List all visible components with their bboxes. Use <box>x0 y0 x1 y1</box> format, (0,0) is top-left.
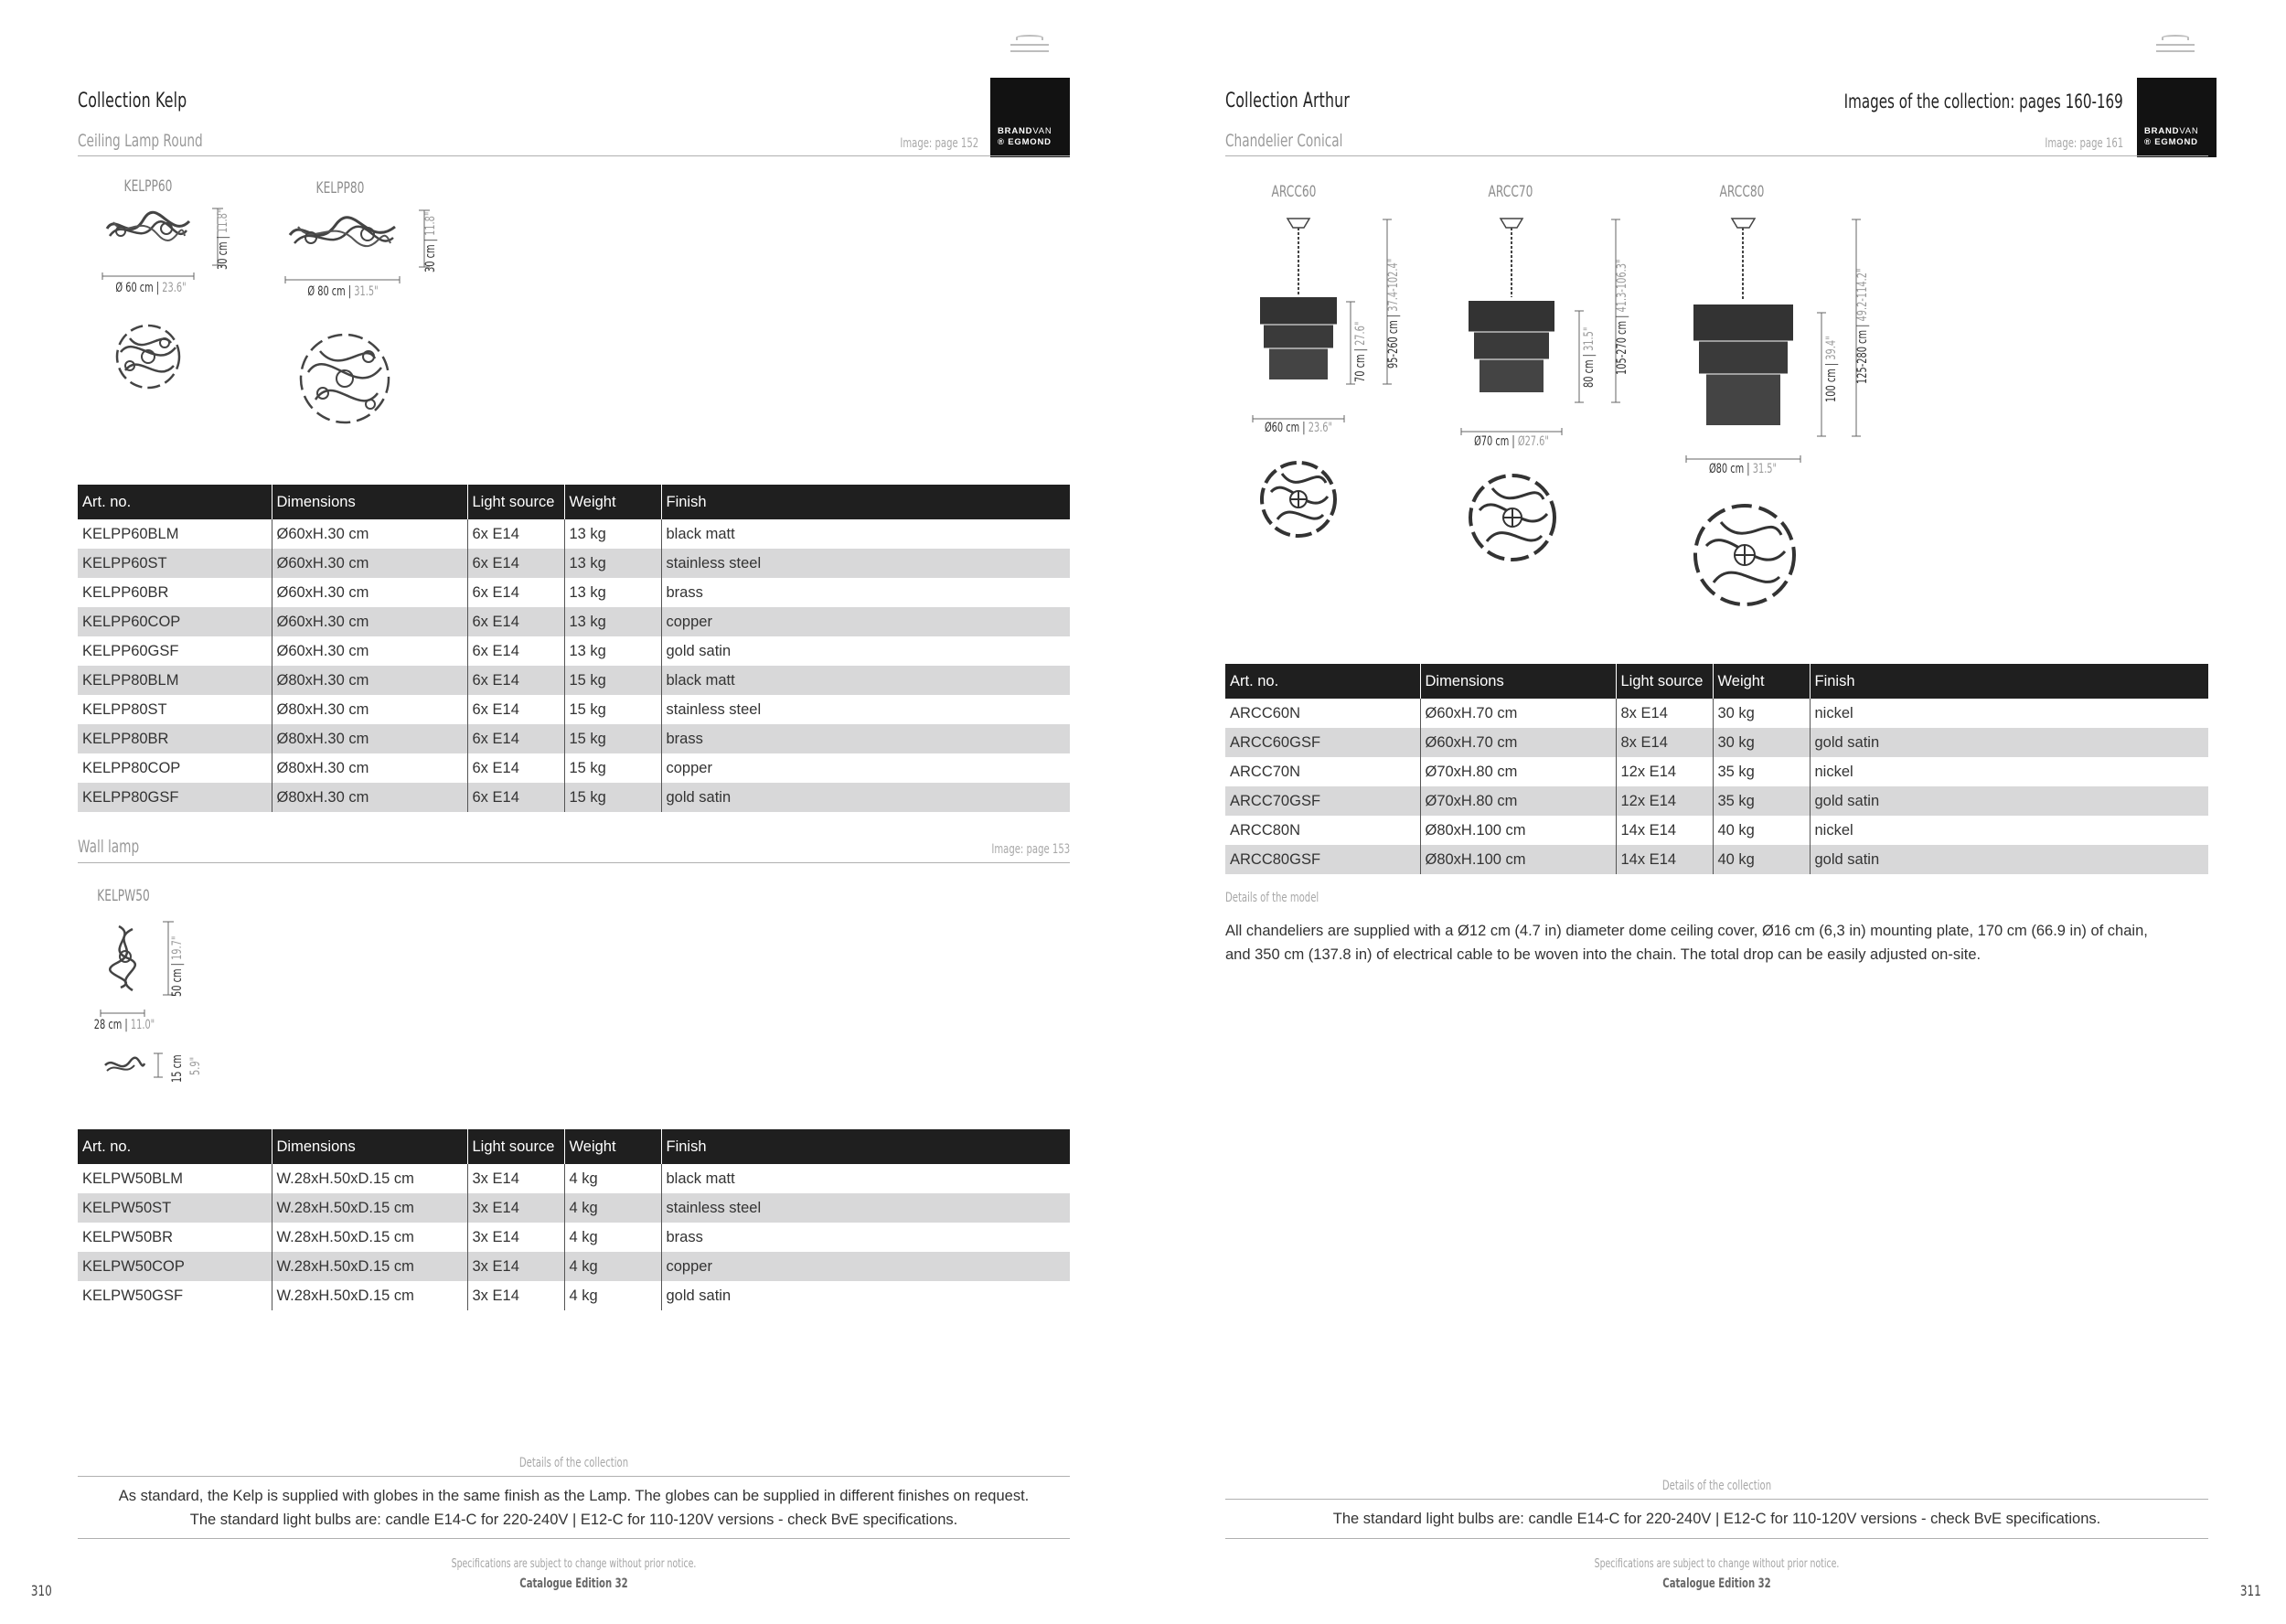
table-cell: 13 kg <box>564 578 661 607</box>
table-cell: Ø80xH.100 cm <box>1420 816 1616 845</box>
table-cell: 15 kg <box>564 724 661 753</box>
table-cell: 14x E14 <box>1616 845 1713 874</box>
table-row <box>78 724 1070 753</box>
table-cell: 40 kg <box>1713 816 1810 845</box>
table-cell: W.28xH.50xD.15 cm <box>272 1164 467 1193</box>
height-label: 80 cm | 31.5" <box>1582 326 1597 388</box>
table-cell: gold satin <box>661 1281 1070 1310</box>
table-cell: 14x E14 <box>1616 816 1713 845</box>
brand-logo: BRANDVAN ® EGMOND <box>990 78 1070 157</box>
drop-label: 95-260 cm | 37.4-102.4" <box>1386 258 1401 369</box>
table-row <box>1225 786 2208 816</box>
table-row <box>78 666 1070 695</box>
drop-label: 105-270 cm | 41.3-106.3" <box>1615 259 1629 375</box>
arthur-chandelier-60 <box>1253 217 1344 395</box>
details-line: and 350 cm (137.8 in) of electrical cable to be woven into the chain. The total drop can be easily adjusted on-site. <box>1225 946 1982 963</box>
images-of-collection-reference: Images of the collection: pages 160-169 <box>1843 91 2123 112</box>
table-cell: 6x E14 <box>467 783 564 812</box>
table-cell: 12x E14 <box>1616 786 1713 816</box>
width-label: Ø60 cm | 23.6" <box>1264 421 1333 435</box>
image-page-reference: Image: page 161 <box>2045 136 2123 151</box>
table-header-row <box>78 485 1070 519</box>
depth-label-in: 5.9" <box>188 1056 203 1075</box>
section-subtitle: Chandelier Conical <box>1225 131 1343 151</box>
column-header: Light source <box>467 485 564 519</box>
table-cell: 3x E14 <box>467 1223 564 1252</box>
table-cell: 4 kg <box>564 1252 661 1281</box>
column-header: Art. no. <box>78 1129 272 1164</box>
table-cell: brass <box>661 578 1070 607</box>
table-cell: W.28xH.50xD.15 cm <box>272 1281 467 1310</box>
collection-title: Collection Arthur <box>1225 90 1350 112</box>
table-cell: Ø60xH.30 cm <box>272 607 467 636</box>
width-label: Ø 60 cm | 23.6" <box>115 281 187 295</box>
table-cell: Ø60xH.30 cm <box>272 636 467 666</box>
table-cell: 6x E14 <box>467 578 564 607</box>
height-label: 70 cm | 27.6" <box>1353 321 1368 382</box>
column-header: Light source <box>1616 664 1713 699</box>
chandelier-spec-table <box>1225 664 2208 874</box>
table-cell: Ø80xH.30 cm <box>272 666 467 695</box>
width-label: 28 cm | 11.0" <box>93 1018 155 1032</box>
table-row <box>1225 845 2208 874</box>
table-row <box>78 753 1070 783</box>
table-cell: stainless steel <box>661 1193 1070 1223</box>
table-cell: 15 kg <box>564 666 661 695</box>
column-header: Weight <box>564 1129 661 1164</box>
table-cell: 13 kg <box>564 607 661 636</box>
table-cell: KELPP60ST <box>78 549 272 578</box>
details-text <box>78 1484 1070 1532</box>
table-cell: gold satin <box>661 636 1070 666</box>
collection-title: Collection Kelp <box>78 90 187 112</box>
table-cell: KELPP80BLM <box>78 666 272 695</box>
table-cell: 3x E14 <box>467 1193 564 1223</box>
table-cell: Ø60xH.30 cm <box>272 519 467 549</box>
table-cell: gold satin <box>661 783 1070 812</box>
table-row <box>78 636 1070 666</box>
table-row <box>78 578 1070 607</box>
table-cell: Ø60xH.30 cm <box>272 578 467 607</box>
table-row <box>1225 816 2208 845</box>
table-cell: 4 kg <box>564 1193 661 1223</box>
image-page-reference: Image: page 153 <box>991 842 1070 857</box>
table-cell: KELPP60GSF <box>78 636 272 666</box>
table-cell: nickel <box>1810 816 2208 845</box>
table-cell: Ø80xH.30 cm <box>272 695 467 724</box>
details-heading: Details of the collection <box>518 1456 629 1470</box>
details-heading: Details of the collection <box>1661 1479 1772 1493</box>
page-number: 311 <box>2239 1582 2261 1599</box>
table-cell: 40 kg <box>1713 845 1810 874</box>
model-label-arcc80: ARCC80 <box>1719 183 1765 201</box>
table-cell: KELPP60BLM <box>78 519 272 549</box>
table-cell: KELPP80BR <box>78 724 272 753</box>
table-cell: KELPW50BLM <box>78 1164 272 1193</box>
table-cell: ARCC80N <box>1225 816 1420 845</box>
width-label: Ø70 cm | Ø27.6" <box>1474 434 1549 449</box>
table-cell: Ø60xH.70 cm <box>1420 728 1616 757</box>
width-dimension-line <box>101 1010 144 1017</box>
width-dimension-line <box>285 276 400 283</box>
arthur-chandelier-80 <box>1686 217 1800 441</box>
table-row <box>78 1223 1070 1252</box>
table-cell: copper <box>661 1252 1070 1281</box>
table-cell: stainless steel <box>661 695 1070 724</box>
details-divider <box>1225 1499 2208 1500</box>
table-cell: brass <box>661 1223 1070 1252</box>
table-cell: gold satin <box>1810 786 2208 816</box>
table-row <box>78 549 1070 578</box>
model-label-kelpp80: KELPP80 <box>315 179 365 198</box>
column-header: Weight <box>1713 664 1810 699</box>
column-header: Finish <box>1810 664 2208 699</box>
details-divider <box>1225 1538 2208 1539</box>
table-row <box>78 1193 1070 1223</box>
table-cell: 8x E14 <box>1616 728 1713 757</box>
brand-logo: BRANDVAN ® EGMOND <box>2137 78 2217 157</box>
table-cell: 35 kg <box>1713 786 1810 816</box>
table-cell: 4 kg <box>564 1223 661 1252</box>
table-cell: KELPW50BR <box>78 1223 272 1252</box>
table-cell: 6x E14 <box>467 666 564 695</box>
table-cell: ARCC70N <box>1225 757 1420 786</box>
table-cell: ARCC60GSF <box>1225 728 1420 757</box>
arthur-top-view-60 <box>1255 455 1342 543</box>
table-row <box>78 519 1070 549</box>
width-label: Ø 80 cm | 31.5" <box>307 284 379 299</box>
kelp-top-view-80 <box>288 322 402 436</box>
details-text: The standard light bulbs are: candle E14-C for 220-240V | E12-C for 110-120V versions - check BvE specifications. <box>1332 1511 2101 1527</box>
table-cell: KELPP80COP <box>78 753 272 783</box>
footer-note: Specifications are subject to change without prior notice. <box>1594 1557 1840 1571</box>
table-cell: 35 kg <box>1713 757 1810 786</box>
table-header-row <box>1225 664 2208 699</box>
model-label-arcc70: ARCC70 <box>1488 183 1533 201</box>
table-cell: Ø70xH.80 cm <box>1420 757 1616 786</box>
table-row <box>1225 757 2208 786</box>
details-divider <box>78 1476 1070 1477</box>
section-subtitle: Wall lamp <box>78 837 140 857</box>
details-line: All chandeliers are supplied with a Ø12 cm (4.7 in) diameter dome ceiling cover, Ø16 cm (6,3 in) mounting plate, 170 cm (66.9 in) of chain, <box>1225 923 2148 939</box>
table-cell: 3x E14 <box>467 1164 564 1193</box>
table-header-row <box>78 1129 1070 1164</box>
details-divider <box>78 1538 1070 1539</box>
kelp-top-view-60 <box>102 315 194 398</box>
table-cell: Ø70xH.80 cm <box>1420 786 1616 816</box>
column-header: Finish <box>661 1129 1070 1164</box>
table-cell: W.28xH.50xD.15 cm <box>272 1252 467 1281</box>
width-dimension-line <box>102 272 194 280</box>
section-divider <box>78 155 1070 156</box>
table-cell: W.28xH.50xD.15 cm <box>272 1193 467 1223</box>
section-subtitle: Ceiling Lamp Round <box>78 131 203 151</box>
model-label-kelpp60: KELPP60 <box>123 177 173 196</box>
table-cell: nickel <box>1810 699 2208 728</box>
table-cell: Ø80xH.30 cm <box>272 753 467 783</box>
ceiling-lamp-spec-table <box>78 485 1070 812</box>
table-cell: black matt <box>661 666 1070 695</box>
table-cell: 15 kg <box>564 695 661 724</box>
table-cell: 30 kg <box>1713 699 1810 728</box>
height-label: 50 cm | 19.7" <box>170 935 185 997</box>
table-row <box>1225 699 2208 728</box>
table-cell: 30 kg <box>1713 728 1810 757</box>
table-cell: ARCC60N <box>1225 699 1420 728</box>
column-header: Art. no. <box>78 485 272 519</box>
table-cell: KELPW50COP <box>78 1252 272 1281</box>
column-header: Dimensions <box>1420 664 1616 699</box>
table-cell: stainless steel <box>661 549 1070 578</box>
table-cell: black matt <box>661 1164 1070 1193</box>
image-page-reference: Image: page 152 <box>900 136 978 151</box>
table-cell: copper <box>661 753 1070 783</box>
model-label-arcc60: ARCC60 <box>1271 183 1317 201</box>
table-row <box>78 695 1070 724</box>
table-cell: 6x E14 <box>467 753 564 783</box>
table-cell: 6x E14 <box>467 519 564 549</box>
table-row <box>78 607 1070 636</box>
table-row <box>78 1281 1070 1310</box>
table-row <box>78 1252 1070 1281</box>
table-cell: KELPP60BR <box>78 578 272 607</box>
table-cell: copper <box>661 607 1070 636</box>
table-cell: Ø60xH.30 cm <box>272 549 467 578</box>
height-label: 30 cm | 11.8" <box>423 211 438 272</box>
table-cell: KELPP60COP <box>78 607 272 636</box>
arthur-top-view-80 <box>1688 498 1801 612</box>
footer-note: Specifications are subject to change without prior notice. <box>451 1557 697 1571</box>
details-line: The standard light bulbs are: candle E14-C for 220-240V | E12-C for 110-120V versions - check BvE specifications. <box>189 1512 958 1528</box>
footer-edition: Catalogue Edition 32 <box>1662 1576 1771 1591</box>
table-cell: 6x E14 <box>467 695 564 724</box>
kelp-side-view-80 <box>285 212 400 258</box>
table-cell: nickel <box>1810 757 2208 786</box>
table-cell: 4 kg <box>564 1164 661 1193</box>
table-cell: black matt <box>661 519 1070 549</box>
table-cell: Ø80xH.30 cm <box>272 724 467 753</box>
kelp-side-view-60 <box>102 208 194 251</box>
table-cell: Ø60xH.70 cm <box>1420 699 1616 728</box>
details-line: As standard, the Kelp is supplied with globes in the same finish as the Lamp. The globes can be supplied in different finishes on request. <box>118 1488 1030 1504</box>
model-details-heading: Details of the model <box>1225 891 1319 905</box>
table-cell: 6x E14 <box>467 636 564 666</box>
table-cell: ARCC80GSF <box>1225 845 1420 874</box>
drop-label: 125-280 cm | 49.2-114.2" <box>1855 268 1870 384</box>
table-cell: brass <box>661 724 1070 753</box>
column-header: Finish <box>661 485 1070 519</box>
table-row <box>1225 728 2208 757</box>
table-cell: 4 kg <box>564 1281 661 1310</box>
table-cell: gold satin <box>1810 728 2208 757</box>
column-header: Dimensions <box>272 485 467 519</box>
table-cell: KELPW50GSF <box>78 1281 272 1310</box>
table-row <box>78 1164 1070 1193</box>
table-cell: KELPW50ST <box>78 1193 272 1223</box>
table-cell: 15 kg <box>564 753 661 783</box>
depth-label-cm: 15 cm <box>170 1054 185 1083</box>
table-cell: Ø80xH.30 cm <box>272 783 467 812</box>
table-cell: 6x E14 <box>467 607 564 636</box>
table-row <box>78 783 1070 812</box>
table-cell: 3x E14 <box>467 1281 564 1310</box>
table-cell: 13 kg <box>564 549 661 578</box>
table-cell: ARCC70GSF <box>1225 786 1420 816</box>
footer-edition: Catalogue Edition 32 <box>519 1576 628 1591</box>
table-cell: KELPP80GSF <box>78 783 272 812</box>
table-cell: 8x E14 <box>1616 699 1713 728</box>
kelp-wall-front-view <box>101 922 151 995</box>
section-divider <box>1225 155 2208 156</box>
table-cell: 13 kg <box>564 636 661 666</box>
table-cell: Ø80xH.100 cm <box>1420 845 1616 874</box>
section-divider <box>78 862 1070 863</box>
table-cell: KELPP80ST <box>78 695 272 724</box>
column-header: Weight <box>564 485 661 519</box>
table-cell: 13 kg <box>564 519 661 549</box>
arthur-top-view-70 <box>1463 468 1562 567</box>
depth-dimension-line <box>154 1053 163 1077</box>
wall-lamp-spec-table <box>78 1129 1070 1310</box>
table-cell: 6x E14 <box>467 549 564 578</box>
table-cell: W.28xH.50xD.15 cm <box>272 1223 467 1252</box>
table-cell: 6x E14 <box>467 724 564 753</box>
table-cell: 12x E14 <box>1616 757 1713 786</box>
arthur-chandelier-70 <box>1461 217 1562 409</box>
table-cell: 15 kg <box>564 783 661 812</box>
table-cell: 3x E14 <box>467 1252 564 1281</box>
page-number: 310 <box>30 1582 52 1599</box>
table-cell: gold satin <box>1810 845 2208 874</box>
width-label: Ø80 cm | 31.5" <box>1708 462 1778 476</box>
column-header: Light source <box>467 1129 564 1164</box>
column-header: Art. no. <box>1225 664 1420 699</box>
model-details-text <box>1225 919 2213 967</box>
right-page <box>1143 0 2286 1624</box>
column-header: Dimensions <box>272 1129 467 1164</box>
page-tab-icon <box>1010 35 1049 55</box>
height-label: 100 cm | 39.4" <box>1824 336 1839 402</box>
kelp-wall-top-view <box>102 1054 146 1076</box>
page-tab-icon <box>2156 35 2195 55</box>
model-label-kelpw50: KELPW50 <box>97 887 150 905</box>
height-label: 30 cm | 11.8" <box>216 208 230 270</box>
